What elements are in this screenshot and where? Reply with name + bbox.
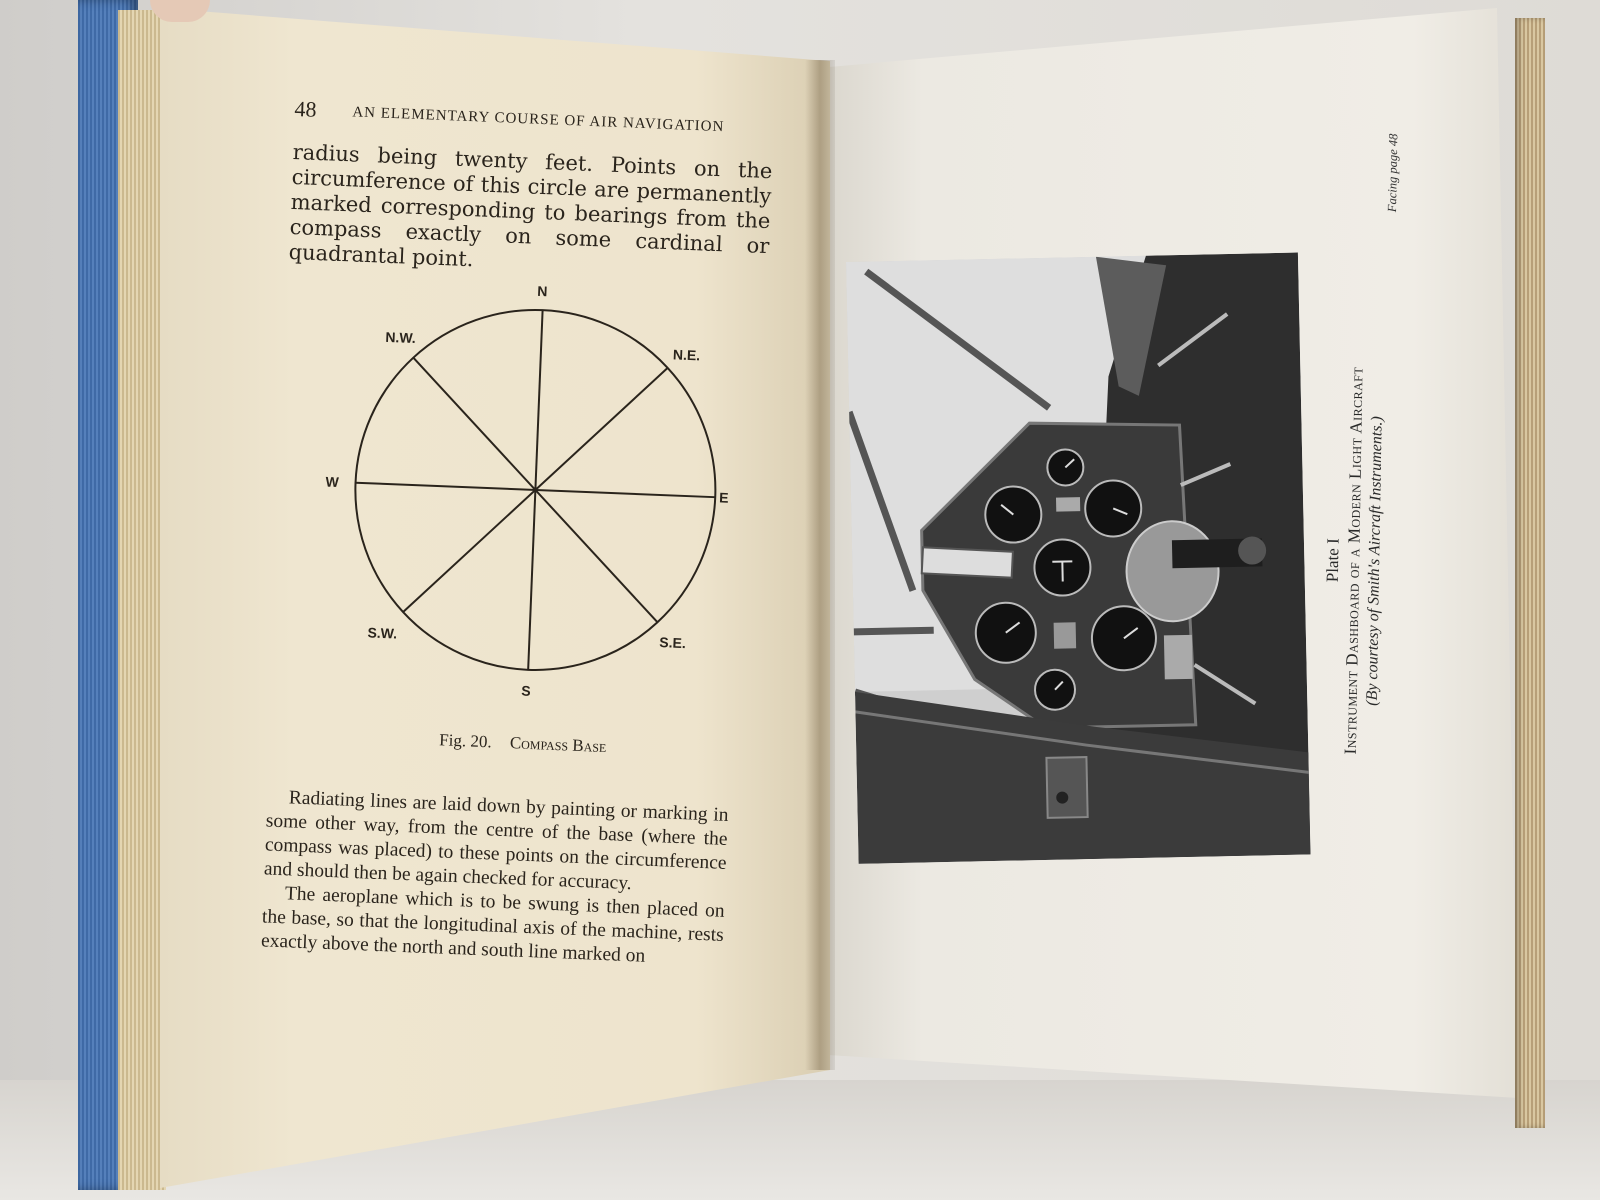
facing-page-note: Facing page 48 bbox=[1385, 133, 1401, 213]
page-number: 48 bbox=[293, 96, 317, 122]
label-nw: N.W. bbox=[385, 328, 417, 347]
label-s: S bbox=[521, 682, 531, 699]
label-sw: S.W. bbox=[367, 624, 398, 642]
plate-photograph bbox=[846, 253, 1311, 864]
running-head-title: AN ELEMENTARY COURSE OF AIR NAVIGATION bbox=[352, 104, 725, 136]
label-e: E bbox=[718, 489, 729, 506]
book-gutter bbox=[805, 60, 835, 1070]
compass-base-figure bbox=[306, 263, 744, 739]
left-page-edges bbox=[118, 10, 166, 1190]
plate-title: Instrument Dashboard of a Modern Light Aircraft bbox=[1340, 366, 1367, 755]
plate-caption bbox=[1318, 320, 1416, 801]
paragraph-2: Radiating lines are laid down by painting or marking in some other way, from the centre of the base (where the compass was placed) to these points on the circumference and should then be again checked for accuracy. bbox=[263, 787, 729, 895]
label-se: S.E. bbox=[659, 634, 687, 652]
right-page-edges bbox=[1515, 18, 1545, 1128]
ne-sw-line bbox=[403, 358, 667, 622]
paragraph-3: The aeroplane which is to be swung is then placed on the base, so that the longitudinal axis of the machine, rests exactly above the north and south line marked on bbox=[260, 883, 726, 967]
label-n: N bbox=[537, 282, 548, 300]
plate-label: Plate I bbox=[1322, 538, 1343, 583]
paragraph-1: radius being twenty feet. Points on the circumference of this circle are permanently marked corresponding to bearings from the compass exactly on some cardinal or quadrantal point. bbox=[288, 139, 773, 272]
plate-credit: (By courtesy of Smith's Aircraft Instruments.) bbox=[1363, 416, 1386, 706]
label-ne: N.E. bbox=[672, 346, 701, 364]
body-text bbox=[261, 785, 729, 971]
left-page-content bbox=[258, 96, 785, 1035]
figure-caption bbox=[439, 730, 607, 757]
label-w: W bbox=[325, 473, 340, 491]
figure-title: Compass Base bbox=[509, 733, 607, 757]
figure-number: Fig. 20. bbox=[438, 730, 493, 752]
